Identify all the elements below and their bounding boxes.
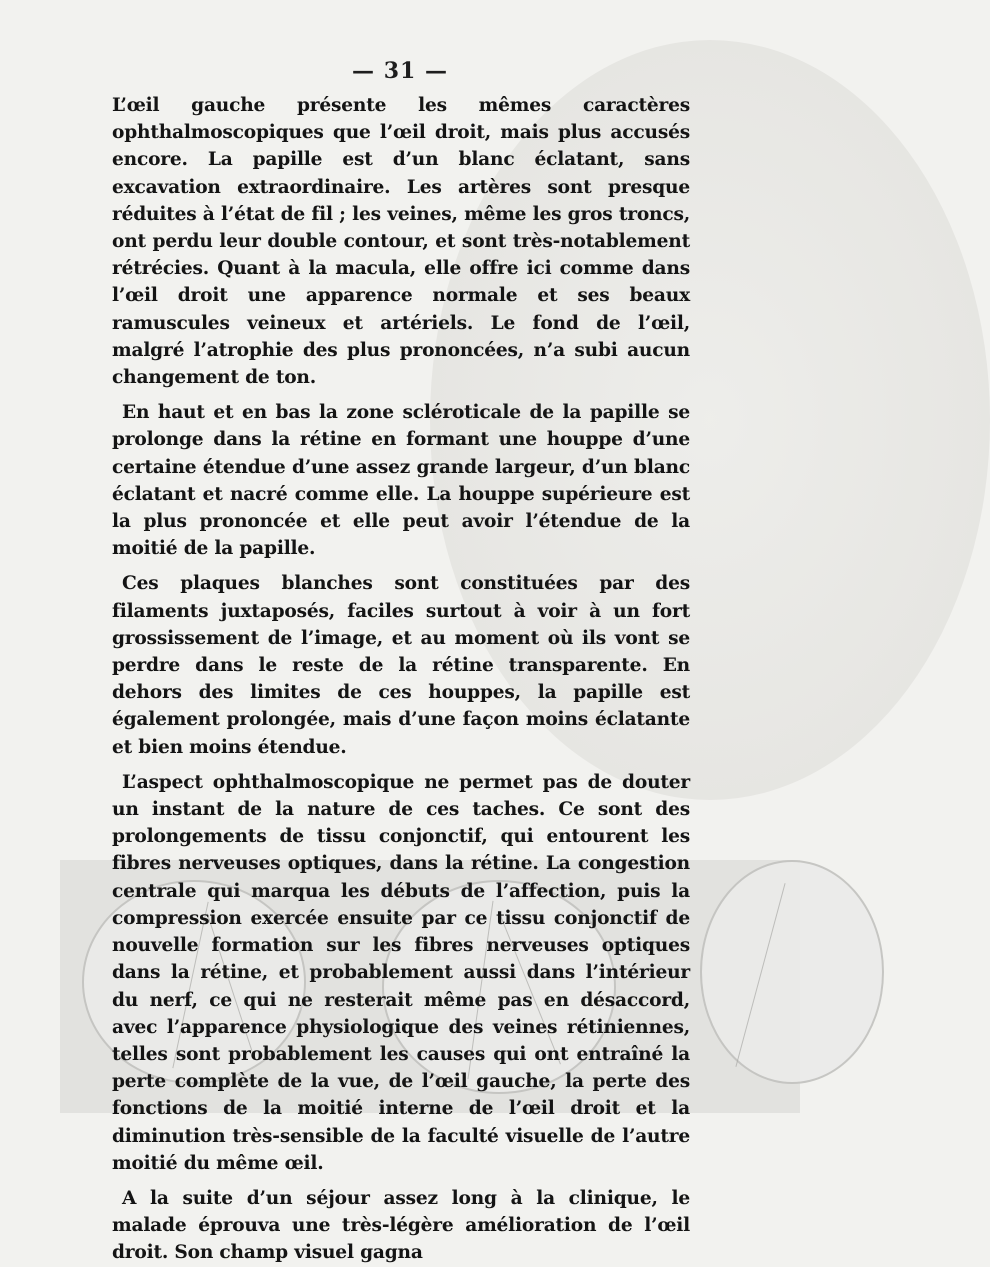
paragraph: En haut et en bas la zone scléroticale de la papille se prolonge dans la rétine en formant une houppe d’une certaine étendue d’une assez grande largeur, d’un blanc éclatant et nacré comme elle. La houppe supérieure est la plus prononcée et elle peut avoir l’étendue de la moitié de la papille. xyxy=(112,402,690,560)
paragraph: Ces plaques blanches sont constituées par des filaments juxtaposés, faciles surtout à voir à un fort grossissement de l’image, et au moment où ils vont se perdre dans le reste de la rétine transparente. En dehors des limites de ces houppes, la papille est également prolongée, mais d’une façon moins éclatante et bien moins étendue. xyxy=(112,573,690,758)
body-text xyxy=(112,92,690,1267)
paragraph: L’œil gauche présente les mêmes caractères ophthalmoscopiques que l’œil droit, mais plus accusés encore. La papille est d’un blanc éclatant, sans excavation extraordinaire. Les artères sont presque réduites à l’état de fil ; les veines, même les gros troncs, ont perdu leur double contour, et sont très-notablement rétrécies. Quant à la macula, elle offre ici comme dans l’œil droit une apparence normale et ses beaux ramuscules veineux et artériels. Le fond de l’œil, malgré l’atrophie des plus prononcées, n’a subi aucun changement de ton. xyxy=(112,95,690,389)
page-number: — 31 — xyxy=(352,58,448,84)
bleed-through-fundus-disc xyxy=(700,860,884,1084)
paragraph: A la suite d’un séjour assez long à la clinique, le malade éprouva une très-légère amélioration de l’œil droit. Son champ visuel gagna xyxy=(112,1187,690,1264)
paragraph: L’aspect ophthalmoscopique ne permet pas de douter un instant de la nature de ces taches. Ce sont des prolongements de tissu conjonctif, qui entourent les fibres nerveuses optiques, dans la rétine. La congestion centrale qui marqua les débuts de l’affection, puis la compression exercée ensuite par ce tissu conjonctif de nouvelle formation sur les fibres nerveuses optiques dans la rétine, et probablement aussi dans l’intérieur du nerf, ce qui ne resterait même pas en désaccord, avec l’apparence physiologique des veines rétiniennes, telles sont probablement les causes qui ont entraîné la perte complète de la vue, de l’œil gauche, la perte des fonctions de la moitié interne de l’œil droit et la diminution très-sensible de la faculté visuelle de l’autre moitié du même œil. xyxy=(112,771,690,1174)
